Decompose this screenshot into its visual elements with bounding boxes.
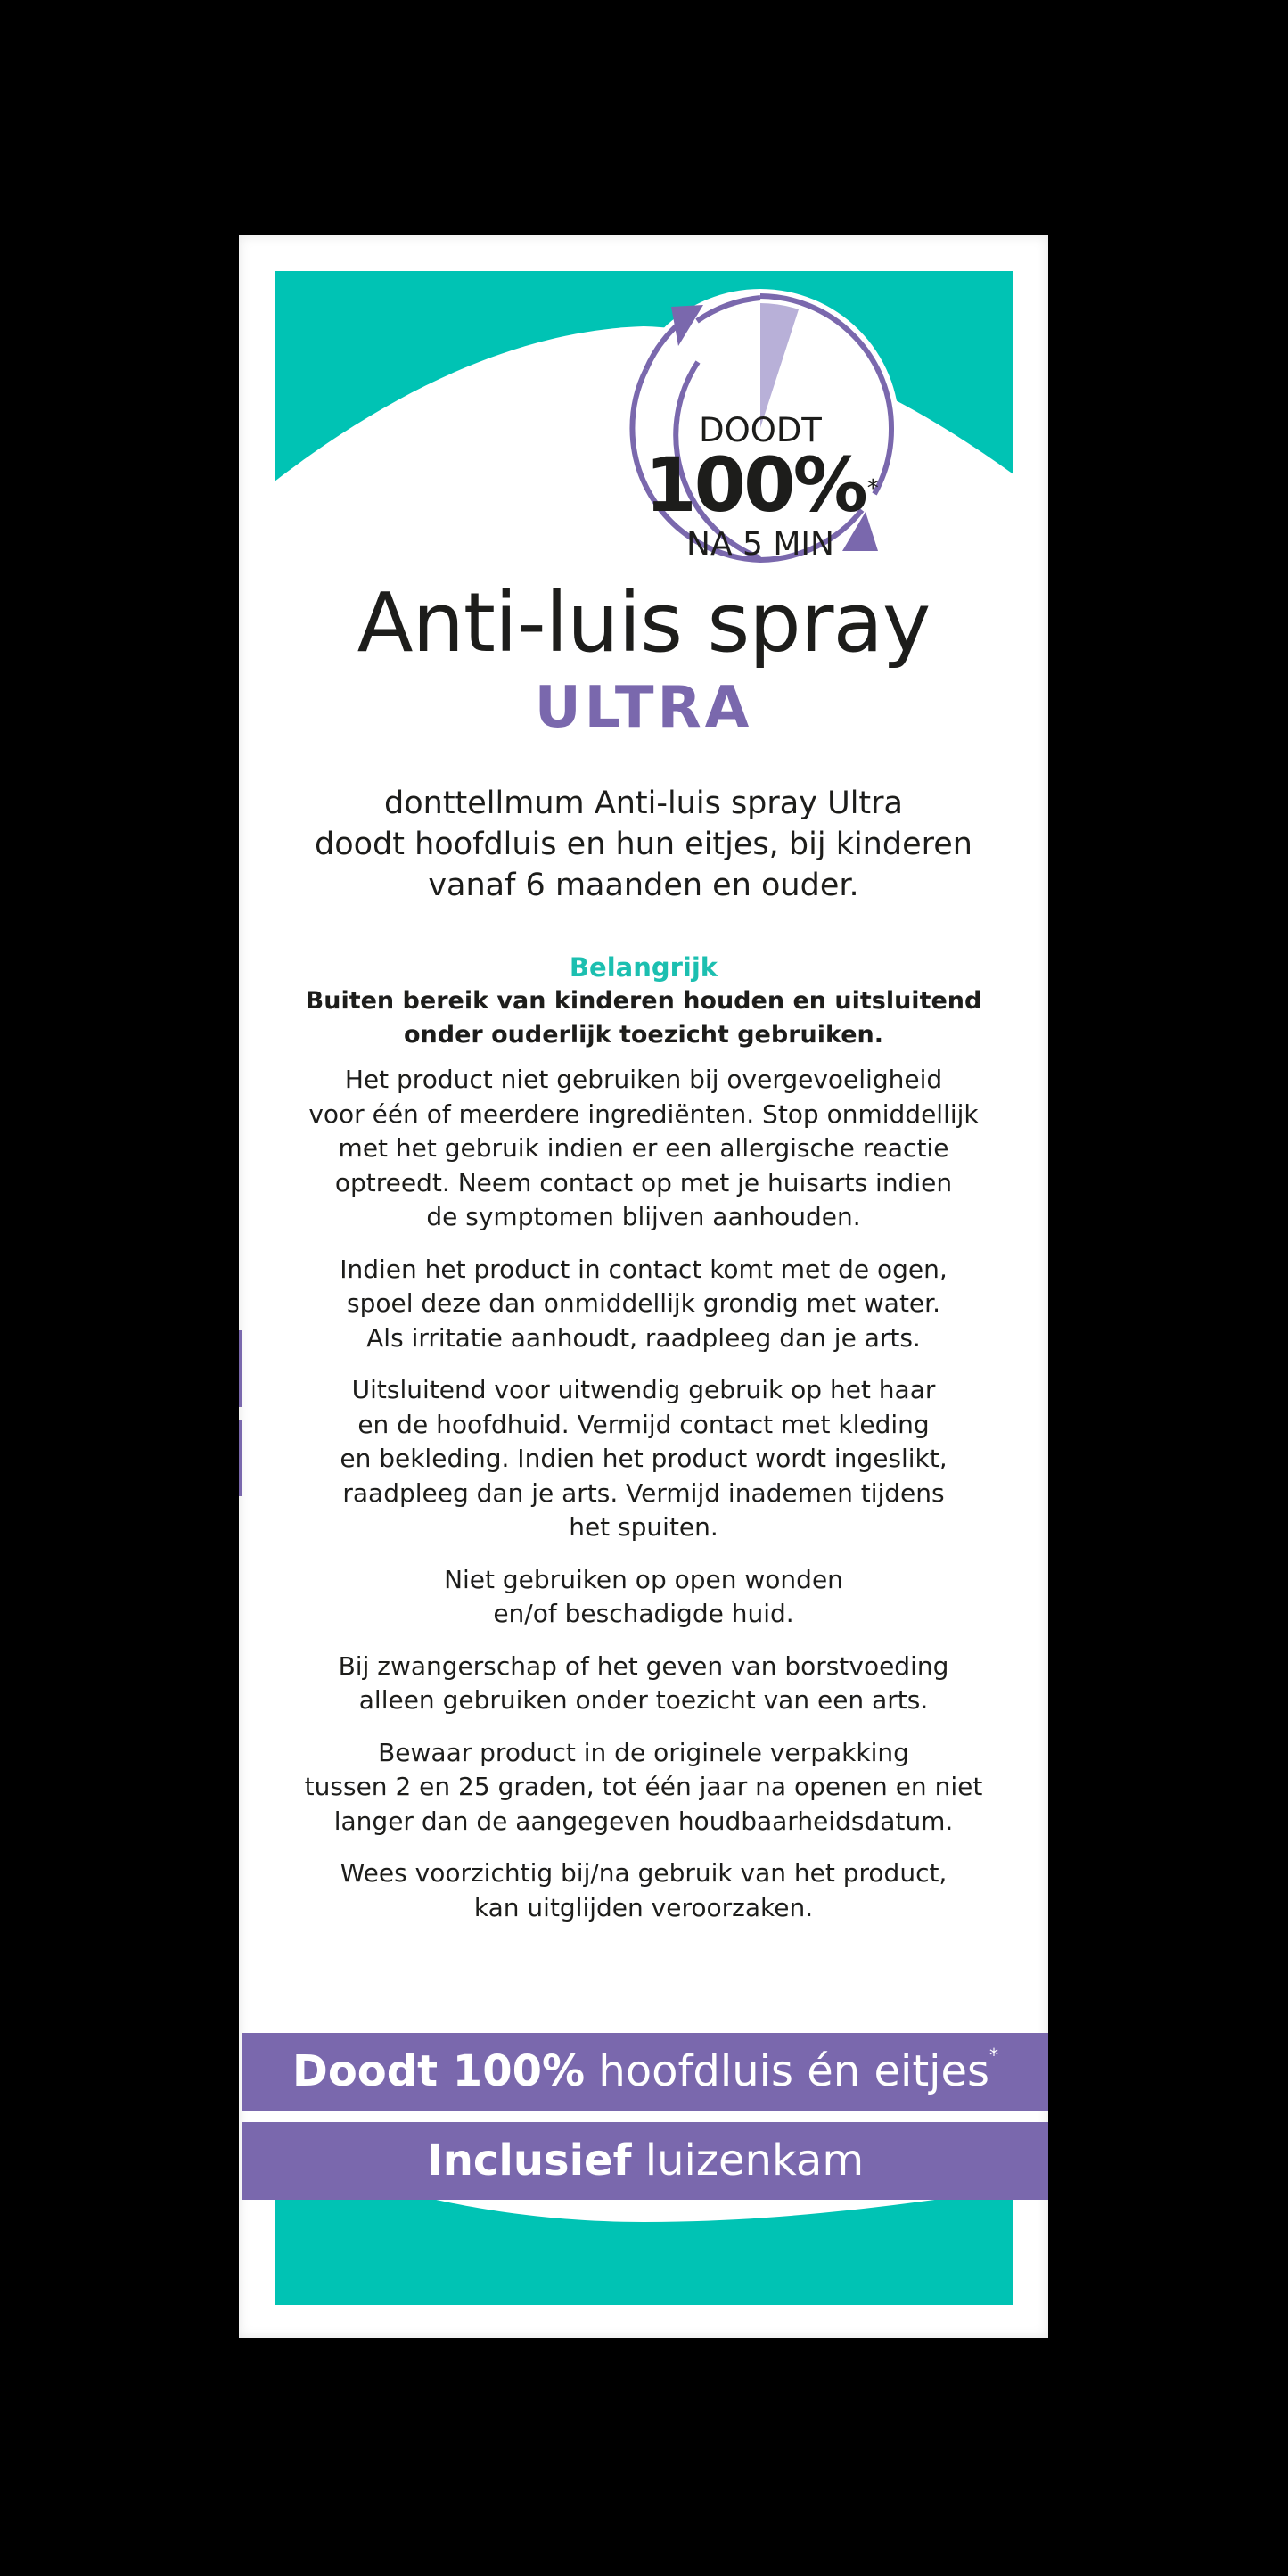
text-line: voor één of meerdere ingrediënten. Stop onmiddellijk <box>308 1099 979 1129</box>
edge-mark <box>239 1330 242 1407</box>
important-line: onder ouderlijk toezicht gebruiken. <box>403 1021 884 1049</box>
teal-footer-panel <box>275 2188 1013 2305</box>
text-line: tussen 2 en 25 graden, tot één jaar na openen en niet <box>304 1772 983 1801</box>
important-line: Buiten bereik van kinderen houden en uitsluitend <box>305 987 982 1015</box>
claim-banner-comb <box>242 2122 1048 2200</box>
text-line: Het product niet gebruiken bij overgevoeligheid <box>344 1065 943 1094</box>
text-line: spoel deze dan onmiddellijk grondig met water. <box>347 1288 940 1318</box>
important-heading: Belangrijk <box>569 952 718 983</box>
text-line: de symptomen blijven aanhouden. <box>426 1202 861 1231</box>
caution-paragraph <box>266 1856 1021 1925</box>
banner-regular-text: hoofdluis én eitjes <box>585 2046 990 2096</box>
text-line: Bij zwangerschap of het geven van borstvoeding <box>338 1650 949 1681</box>
badge-line-3: NA 5 MIN <box>686 526 834 563</box>
wave-shape <box>275 2188 1013 2305</box>
text-line: het spuiten. <box>569 1512 718 1542</box>
badge-line-1: DOODT <box>699 411 822 449</box>
warning-paragraph <box>266 1650 1021 1718</box>
warnings-section <box>266 951 1021 1943</box>
text-line: en bekleding. Indien het product wordt ingeslikt, <box>340 1444 948 1473</box>
badge-percentage: 100%* <box>644 441 876 529</box>
banner-bold-text: Inclusief <box>426 2136 632 2185</box>
text-line: alleen gebruiken onder toezicht van een arts. <box>358 1685 929 1715</box>
claim-banner-kills <box>242 2033 1048 2111</box>
intro-line: vanaf 6 maanden en ouder. <box>428 868 859 903</box>
text-line: kan uitglijden veroorzaken. <box>473 1892 814 1922</box>
warning-paragraph <box>266 1063 1021 1235</box>
text-line: optreedt. Neem contact op met je huisarts indien <box>334 1167 953 1197</box>
warning-paragraph <box>266 1563 1021 1632</box>
banner-regular-text: luizenkam <box>631 2136 865 2185</box>
intro-text <box>257 783 1030 906</box>
text-line: met het gebruik indien er een allergische reactie <box>338 1133 949 1163</box>
product-subtitle: ULTRA <box>534 675 753 741</box>
text-line: Uitsluitend voor uitwendig gebruik op het haar <box>351 1375 936 1404</box>
intro-line: doodt hoofdluis en hun eitjes, bij kinderen <box>315 827 972 862</box>
text-line: en de hoofdhuid. Vermijd contact met kleding <box>357 1409 930 1439</box>
important-text <box>266 984 1021 1052</box>
asterisk: * <box>989 2045 999 2066</box>
text-line: Indien het product in contact komt met de ogen, <box>340 1254 948 1284</box>
product-title: Anti-luis spray <box>357 575 931 671</box>
text-line: Bewaar product in de originele verpakking <box>378 1737 909 1767</box>
text-line: langer dan de aangegeven houdbaarheidsdatum. <box>333 1806 954 1836</box>
text-line: Niet gebruiken op open wonden <box>444 1564 843 1594</box>
edge-mark <box>239 1420 242 1496</box>
banner-bold-text: Doodt 100% <box>291 2046 586 2096</box>
intro-line: donttellmum Anti-luis spray Ultra <box>384 786 903 821</box>
text-line: en/of beschadigde huid. <box>493 1599 794 1628</box>
warning-paragraph <box>266 1373 1021 1545</box>
product-label-card <box>239 235 1048 2338</box>
text-line: raadpleeg dan je arts. Vermijd inademen tijdens <box>342 1477 945 1508</box>
text-line: Wees voorzichtig bij/na gebruik van het product, <box>340 1858 948 1888</box>
storage-paragraph <box>266 1736 1021 1839</box>
text-line: Als irritatie aanhoudt, raadpleeg dan je arts. <box>366 1322 921 1353</box>
kill-rate-badge <box>619 287 901 569</box>
asterisk: * <box>866 475 876 502</box>
warning-paragraph <box>266 1253 1021 1356</box>
